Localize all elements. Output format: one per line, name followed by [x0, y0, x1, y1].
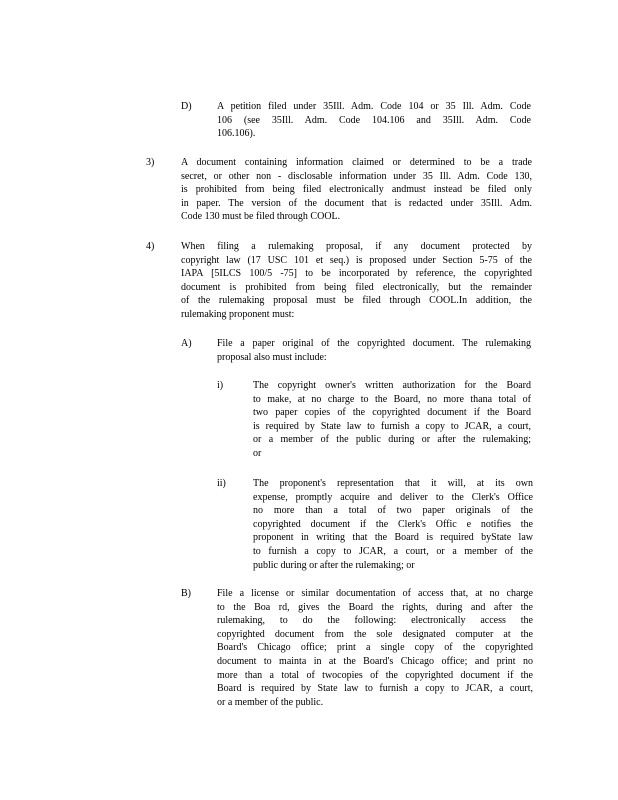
text-line: copyrighted document if the Clerk's Offic e notifies the [253, 518, 533, 530]
text-line: Board's Chicago office; print a single copy of the copyrighted [217, 642, 533, 654]
text-line: secret, or other non - disclosable information under 35 Ill. Adm. Code 130, [181, 170, 532, 182]
text-line: document is prohibited from being filed electronically, but the remainder [181, 281, 532, 293]
text-line: A petition filed under 35Ill. Adm. Code 104 or 35 Ill. Adm. Code [217, 101, 531, 112]
section-text [181, 156, 532, 224]
clause-label: i) [217, 380, 224, 391]
text-line: rulemaking proponent must: [181, 308, 295, 320]
text-line: is prohibited from being filed electronically andmust instead be filed only [181, 184, 532, 196]
text-line: to furnish a copy to JCAR, a court, or a member of the [253, 545, 533, 557]
text-line: proposal also must include: [217, 351, 327, 363]
text-line: or a member of the public. [217, 696, 324, 708]
clause-label: ii) [217, 478, 226, 489]
text-line: File a paper original of the copyrighted document. The rulemaking [217, 338, 531, 349]
text-line: The proponent's representation that it will, at its own [253, 478, 533, 489]
clause-text [253, 477, 533, 572]
subsection-text [217, 337, 531, 364]
text-line: more than a total of twocopies of the copyrighted document if the [217, 669, 533, 681]
subsection-text [217, 587, 533, 709]
text-line: in paper. The version of the document that is redacted under 35Ill. Adm. [181, 197, 532, 209]
text-line: of the rulemaking proposal must be filed through COOL.In addition, the [181, 295, 532, 307]
text-line: Board is required by State law to furnish a copy to JCAR, a court, [217, 683, 533, 695]
text-line: A document containing information claimed or determined to be a trade [181, 157, 532, 168]
text-line: to make, at no charge to the Board, no more thana total of [253, 393, 531, 405]
text-line: or [253, 447, 262, 459]
section-label: 4) [146, 241, 155, 252]
text-line: rulemaking, to do the following: electronically access the [217, 615, 533, 627]
text-line: two paper copies of the copyrighted document if the Board [253, 407, 531, 419]
text-line: is required by State law to furnish a copy to JCAR, a court, [253, 420, 531, 432]
text-line: copyrighted document from the sole designated computer at the [217, 628, 533, 640]
clause-text [253, 379, 531, 461]
text-line: expense, promptly acquire and deliver to the Clerk's Office [253, 491, 533, 503]
section-label: 3) [146, 157, 155, 168]
section-text [181, 240, 532, 322]
text-line: proponent in writing that the Board is required byState law [253, 532, 533, 544]
text-line: IAPA [5ILCS 100/5 -75] to be incorporated by reference, the copyrighted [181, 268, 532, 280]
text-line: or a member of the public during or after the rulemaking; [253, 434, 531, 446]
text-line: 106 (see 35Ill. Adm. Code 104.106 and 35Ill. Adm. Code [217, 114, 531, 126]
text-line: File a license or similar documentation of access that, at no charge [217, 588, 533, 599]
subsection-label: A) [181, 338, 192, 349]
text-line: no more than a total of two paper originals of the [253, 505, 533, 517]
subsection-label: D) [181, 101, 192, 112]
text-line: The copyright owner's written authorization for the Board [253, 380, 531, 391]
subsection-label: B) [181, 588, 191, 599]
text-line: to the Boa rd, gives the Board the rights, during and after the [217, 601, 533, 613]
text-line: copyright law (17 USC 101 et seq.) is proposed under Section 5-75 of the [181, 254, 532, 266]
text-line: 106.106). [217, 128, 256, 140]
subsection-text [217, 100, 531, 141]
text-line: public during or after the rulemaking; or [253, 559, 415, 571]
text-line: Code 130 must be filed through COOL. [181, 211, 341, 223]
text-line: document to mainta in at the Board's Chicago office; and print no [217, 655, 533, 667]
text-line: When filing a rulemaking proposal, if any document protected by [181, 241, 532, 252]
